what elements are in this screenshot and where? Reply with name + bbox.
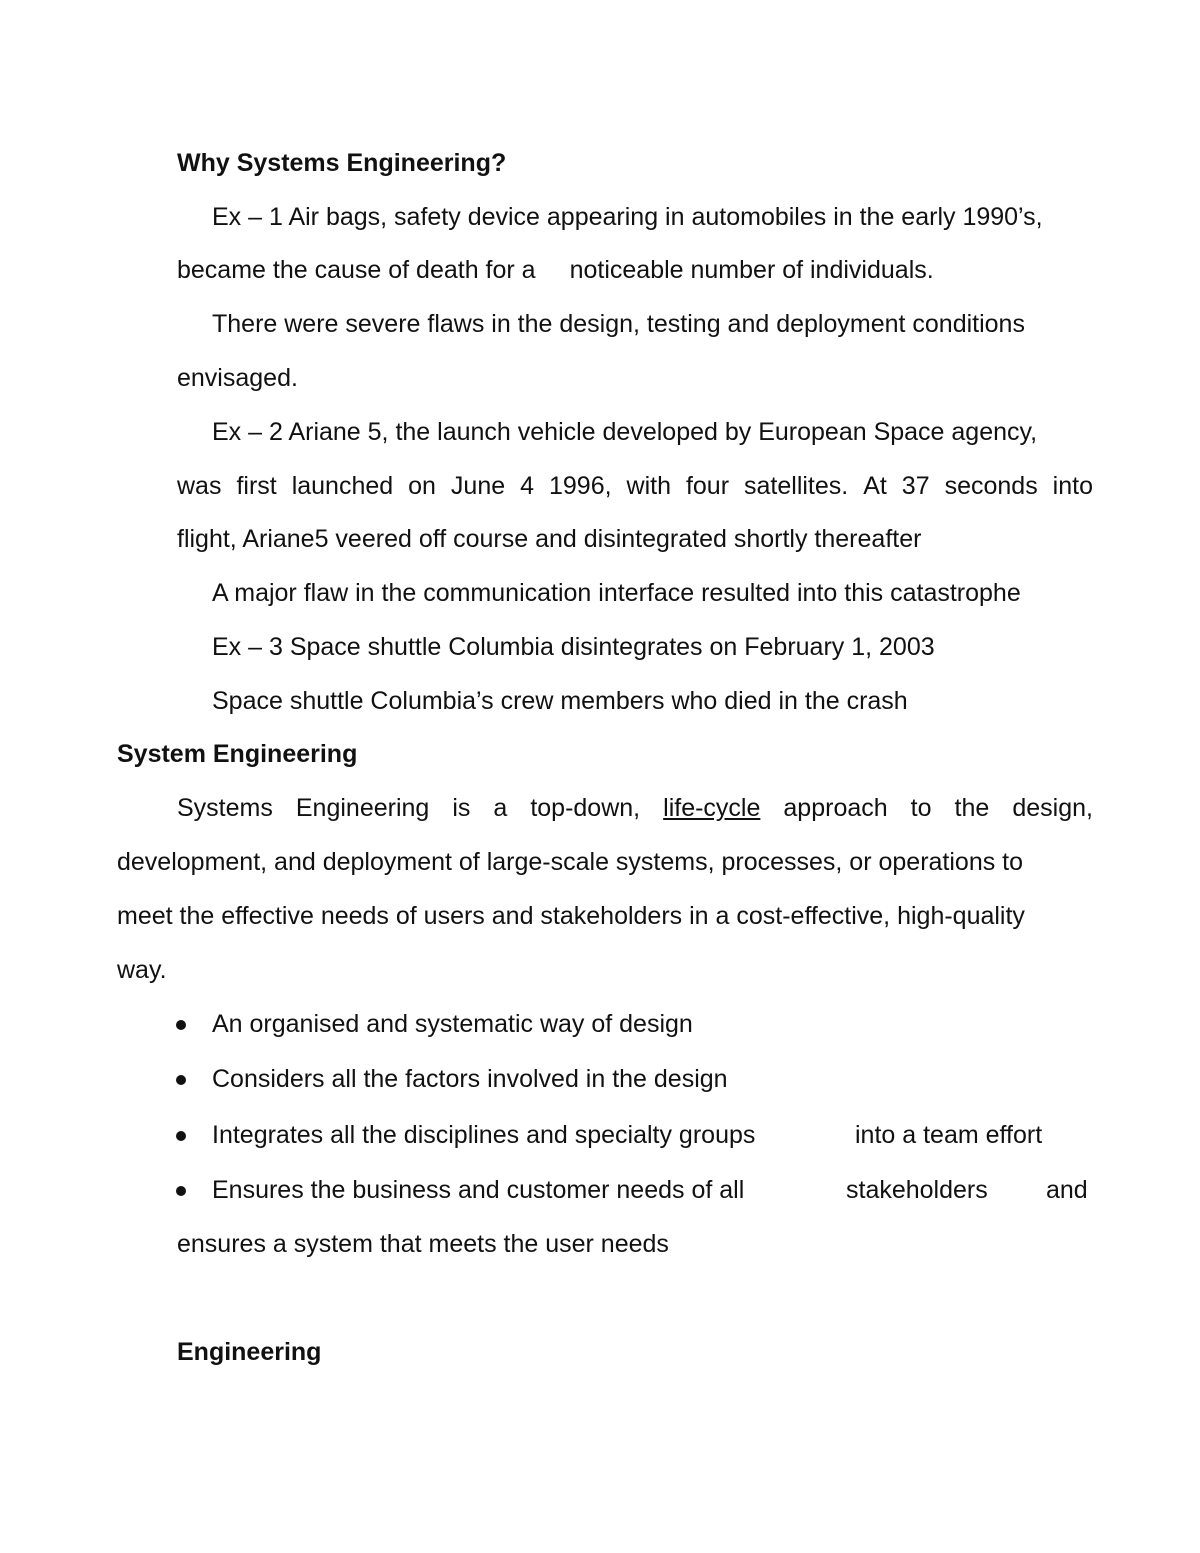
word: into (1052, 472, 1093, 500)
bullet-icon (176, 1186, 186, 1196)
bullet-icon (176, 1075, 186, 1085)
ex1-line-2 (177, 255, 934, 285)
word: was (177, 472, 222, 500)
bullet-icon (176, 1131, 186, 1141)
definition-line-3: meet the effective needs of users and stakeholders in a cost-effective, high-quality (117, 902, 1025, 930)
ex1-line-2-part-b: noticeable number of individuals. (569, 256, 934, 284)
word: is (452, 794, 471, 822)
word: seconds (944, 472, 1038, 500)
bullet-item-2: Considers all the factors involved in the design (212, 1065, 728, 1093)
life-cycle-link[interactable]: life-cycle (663, 794, 761, 822)
bullet-item-3-part-a: Integrates all the disciplines and specialty groups (212, 1121, 756, 1149)
word: four (685, 472, 730, 500)
ex2-line-3: flight, Ariane5 veered off course and disintegrated shortly thereafter (177, 525, 922, 553)
ex2-line-1: Ex – 2 Ariane 5, the launch vehicle developed by European Space agency, (212, 418, 1038, 446)
word: At (863, 472, 887, 500)
word: satellites. (744, 472, 849, 500)
bullet-item-4-part-a: Ensures the business and customer needs of all (212, 1176, 745, 1204)
flaws-line-2: envisaged. (177, 364, 298, 392)
definition-line-1 (177, 793, 1093, 823)
word: 1996, (548, 472, 612, 500)
word: Systems (177, 794, 273, 822)
section-heading-engineering: Engineering (177, 1338, 322, 1366)
bullet-item-3-part-b: into a team effort (855, 1121, 1043, 1149)
word: top-down, (530, 794, 641, 822)
ex1-line-1: Ex – 1 Air bags, safety device appearing in automobiles in the early 1990’s, (212, 203, 1043, 231)
definition-line-4: way. (117, 956, 167, 984)
flaws-line-1: There were severe flaws in the design, testing and deployment conditions (212, 310, 1025, 338)
ex2-line-2 (177, 471, 1093, 501)
word: launched (291, 472, 394, 500)
word: approach (783, 794, 888, 822)
section-heading-system-engineering: System Engineering (117, 740, 358, 768)
bullet-item-1: An organised and systematic way of design (212, 1010, 693, 1038)
word: to (910, 794, 932, 822)
word: first (236, 472, 277, 500)
word: Engineering (295, 794, 430, 822)
bullet-item-4-part-b: stakeholders (846, 1176, 988, 1204)
section-heading-why-systems-engineering: Why Systems Engineering? (177, 149, 507, 177)
word: 37 (901, 472, 930, 500)
word: on (408, 472, 436, 500)
word: a (493, 794, 508, 822)
major-flaw-line: A major flaw in the communication interface resulted into this catastrophe (212, 579, 1021, 607)
word: June (450, 472, 506, 500)
bullet-icon (176, 1020, 186, 1030)
ex3-line-2: Space shuttle Columbia’s crew members who died in the crash (212, 687, 908, 715)
bullet-item-4-part-c: and (1046, 1176, 1088, 1204)
word: 4 (520, 472, 535, 500)
definition-line-2: development, and deployment of large-scale systems, processes, or operations to (117, 848, 1024, 876)
word: design, (1012, 794, 1093, 822)
bullet-continuation: ensures a system that meets the user needs (177, 1230, 669, 1258)
word: with (626, 472, 671, 500)
word: the (954, 794, 990, 822)
ex1-line-2-part-a: became the cause of death for a (177, 256, 536, 284)
ex3-line-1: Ex – 3 Space shuttle Columbia disintegrates on February 1, 2003 (212, 633, 935, 661)
